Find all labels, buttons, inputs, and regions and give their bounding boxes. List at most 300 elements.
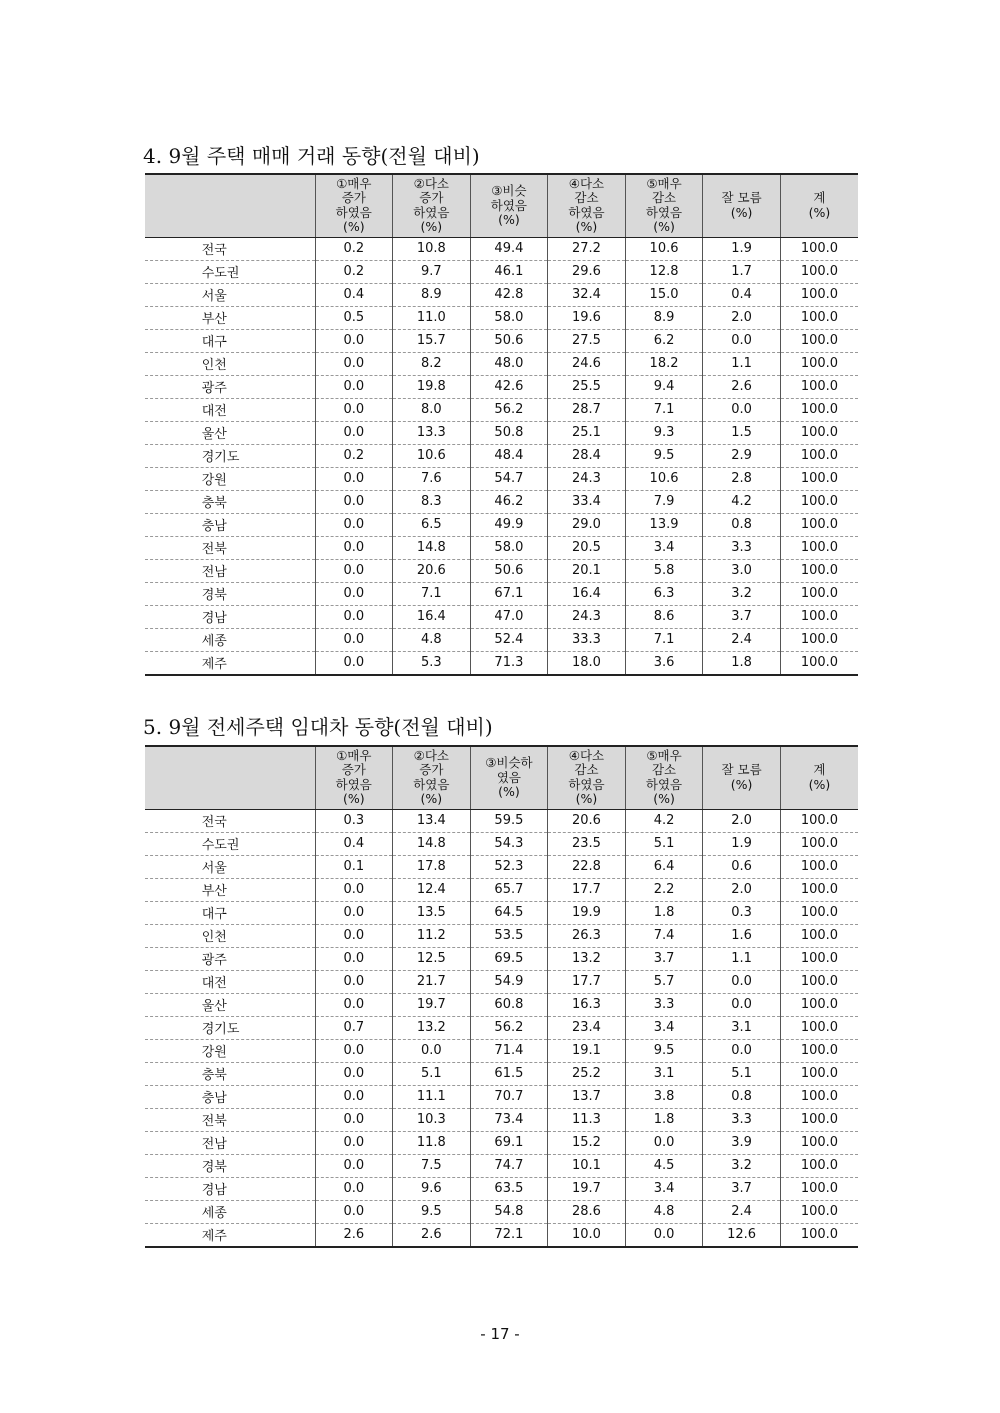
value-cell: 0.0 [315, 329, 393, 352]
region-cell [145, 467, 315, 490]
value-cell: 20.5 [548, 536, 626, 559]
region-label: 대전 [201, 976, 227, 991]
value-cell: 1.9 [703, 237, 781, 260]
region-cell [145, 1016, 315, 1039]
value-cell: 10.8 [393, 237, 471, 260]
table-row [145, 421, 858, 444]
table-row [145, 993, 858, 1016]
table-row [145, 398, 858, 421]
value-cell: 18.0 [548, 651, 626, 675]
value-cell: 72.1 [470, 1223, 548, 1247]
value-cell: 21.7 [393, 970, 471, 993]
value-cell: 20.6 [548, 809, 626, 832]
value-cell: 3.3 [703, 1108, 781, 1131]
value-cell: 100.0 [780, 832, 858, 855]
value-cell: 1.7 [703, 260, 781, 283]
header-cell [548, 746, 626, 809]
value-cell: 0.4 [315, 832, 393, 855]
value-cell: 11.1 [393, 1085, 471, 1108]
value-cell: 64.5 [470, 901, 548, 924]
value-cell: 19.8 [393, 375, 471, 398]
value-cell: 9.3 [625, 421, 703, 444]
value-cell: 0.0 [315, 352, 393, 375]
value-cell: 33.3 [548, 628, 626, 651]
value-cell: 7.1 [393, 582, 471, 605]
value-cell: 49.9 [470, 513, 548, 536]
value-cell: 10.3 [393, 1108, 471, 1131]
value-cell: 15.7 [393, 329, 471, 352]
value-cell: 0.0 [315, 421, 393, 444]
value-cell: 100.0 [780, 352, 858, 375]
value-cell: 2.6 [315, 1223, 393, 1247]
value-cell: 3.3 [703, 536, 781, 559]
region-label: 대전 [201, 404, 227, 419]
region-label: 부산 [201, 312, 227, 327]
header-cell [703, 746, 781, 809]
header-cell-blank [145, 174, 315, 237]
region-label: 전국 [201, 243, 227, 258]
table-row [145, 1085, 858, 1108]
value-cell: 14.8 [393, 536, 471, 559]
value-cell: 100.0 [780, 444, 858, 467]
value-cell: 19.9 [548, 901, 626, 924]
value-cell: 0.0 [315, 1108, 393, 1131]
value-cell: 4.2 [703, 490, 781, 513]
value-cell: 7.4 [625, 924, 703, 947]
value-cell: 53.5 [470, 924, 548, 947]
value-cell: 100.0 [780, 398, 858, 421]
value-cell: 13.3 [393, 421, 471, 444]
region-label: 세종 [201, 634, 227, 649]
value-cell: 100.0 [780, 237, 858, 260]
table-row [145, 283, 858, 306]
value-cell: 0.4 [703, 283, 781, 306]
region-cell [145, 1200, 315, 1223]
value-cell: 100.0 [780, 375, 858, 398]
value-cell: 100.0 [780, 1108, 858, 1131]
value-cell: 100.0 [780, 260, 858, 283]
value-cell: 0.0 [315, 559, 393, 582]
header-cell [548, 174, 626, 237]
value-cell: 1.8 [703, 651, 781, 675]
value-cell: 29.6 [548, 260, 626, 283]
value-cell: 42.6 [470, 375, 548, 398]
value-cell: 0.0 [315, 582, 393, 605]
header-label: 계 (%) [808, 762, 831, 792]
header-label: ⑤매우 감소 하였음 (%) [645, 747, 683, 807]
value-cell: 0.2 [315, 237, 393, 260]
value-cell: 59.5 [470, 809, 548, 832]
region-label: 대구 [201, 335, 227, 350]
value-cell: 100.0 [780, 582, 858, 605]
value-cell: 18.2 [625, 352, 703, 375]
header-label: 잘 모름 (%) [721, 762, 762, 792]
value-cell: 23.5 [548, 832, 626, 855]
region-cell [145, 1085, 315, 1108]
value-cell: 100.0 [780, 605, 858, 628]
value-cell: 69.5 [470, 947, 548, 970]
value-cell: 26.3 [548, 924, 626, 947]
region-cell [145, 651, 315, 675]
region-label: 전북 [201, 1114, 227, 1129]
value-cell: 0.0 [703, 970, 781, 993]
value-cell: 74.7 [470, 1154, 548, 1177]
region-cell [145, 605, 315, 628]
value-cell: 100.0 [780, 1154, 858, 1177]
header-cell [780, 174, 858, 237]
header-label: ①매우 증가 하였음 (%) [335, 747, 372, 807]
value-cell: 11.8 [393, 1131, 471, 1154]
value-cell: 3.7 [703, 1177, 781, 1200]
value-cell: 0.0 [315, 398, 393, 421]
value-cell: 0.8 [703, 513, 781, 536]
value-cell: 5.1 [625, 832, 703, 855]
table-row [145, 1108, 858, 1131]
table-row [145, 582, 858, 605]
value-cell: 69.1 [470, 1131, 548, 1154]
value-cell: 16.3 [548, 993, 626, 1016]
table-row [145, 1062, 858, 1085]
value-cell: 54.7 [470, 467, 548, 490]
region-cell [145, 924, 315, 947]
value-cell: 0.0 [703, 993, 781, 1016]
value-cell: 24.3 [548, 605, 626, 628]
value-cell: 0.0 [315, 490, 393, 513]
value-cell: 2.0 [703, 878, 781, 901]
value-cell: 13.4 [393, 809, 471, 832]
value-cell: 100.0 [780, 1039, 858, 1062]
value-cell: 28.6 [548, 1200, 626, 1223]
value-cell: 0.0 [315, 901, 393, 924]
value-cell: 71.3 [470, 651, 548, 675]
value-cell: 100.0 [780, 306, 858, 329]
value-cell: 11.2 [393, 924, 471, 947]
table-row [145, 628, 858, 651]
value-cell: 2.8 [703, 467, 781, 490]
value-cell: 100.0 [780, 283, 858, 306]
value-cell: 0.2 [315, 260, 393, 283]
region-cell [145, 832, 315, 855]
region-label: 울산 [201, 999, 227, 1014]
region-cell [145, 421, 315, 444]
value-cell: 7.1 [625, 398, 703, 421]
value-cell: 1.9 [703, 832, 781, 855]
value-cell: 0.0 [393, 1039, 471, 1062]
value-cell: 2.6 [393, 1223, 471, 1247]
value-cell: 13.2 [393, 1016, 471, 1039]
region-cell [145, 1039, 315, 1062]
value-cell: 100.0 [780, 467, 858, 490]
value-cell: 56.2 [470, 398, 548, 421]
header-label: ④다소 감소 하였음 (%) [568, 747, 605, 807]
region-cell [145, 993, 315, 1016]
value-cell: 100.0 [780, 901, 858, 924]
region-cell [145, 1108, 315, 1131]
table-row [145, 352, 858, 375]
value-cell: 100.0 [780, 809, 858, 832]
region-label: 서울 [201, 861, 227, 876]
value-cell: 2.9 [703, 444, 781, 467]
region-cell [145, 444, 315, 467]
value-cell: 100.0 [780, 421, 858, 444]
region-label: 충북 [201, 1068, 227, 1083]
value-cell: 5.1 [703, 1062, 781, 1085]
value-cell: 100.0 [780, 970, 858, 993]
value-cell: 0.0 [315, 970, 393, 993]
value-cell: 52.3 [470, 855, 548, 878]
header-cell [470, 174, 548, 237]
header-cell-blank [145, 746, 315, 809]
value-cell: 0.1 [315, 855, 393, 878]
value-cell: 46.2 [470, 490, 548, 513]
value-cell: 100.0 [780, 993, 858, 1016]
value-cell: 2.0 [703, 306, 781, 329]
table-row [145, 467, 858, 490]
value-cell: 50.8 [470, 421, 548, 444]
value-cell: 3.0 [703, 559, 781, 582]
value-cell: 5.8 [625, 559, 703, 582]
table-row [145, 605, 858, 628]
value-cell: 1.8 [625, 901, 703, 924]
value-cell: 5.3 [393, 651, 471, 675]
region-label: 부산 [201, 884, 227, 899]
region-cell [145, 901, 315, 924]
table-row [145, 878, 858, 901]
value-cell: 14.8 [393, 832, 471, 855]
region-label: 인천 [201, 358, 227, 373]
header-cell [625, 174, 703, 237]
value-cell: 2.6 [703, 375, 781, 398]
value-cell: 0.5 [315, 306, 393, 329]
value-cell: 0.7 [315, 1016, 393, 1039]
value-cell: 7.5 [393, 1154, 471, 1177]
value-cell: 100.0 [780, 513, 858, 536]
region-label: 전국 [201, 815, 227, 830]
value-cell: 8.3 [393, 490, 471, 513]
value-cell: 0.0 [315, 1177, 393, 1200]
value-cell: 3.4 [625, 1177, 703, 1200]
value-cell: 22.8 [548, 855, 626, 878]
value-cell: 9.6 [393, 1177, 471, 1200]
value-cell: 54.8 [470, 1200, 548, 1223]
region-cell [145, 260, 315, 283]
value-cell: 29.0 [548, 513, 626, 536]
value-cell: 42.8 [470, 283, 548, 306]
value-cell: 8.2 [393, 352, 471, 375]
header-label: ⑤매우 감소 하였음 (%) [645, 175, 683, 235]
header-label: ①매우 증가 하였음 (%) [335, 175, 372, 235]
value-cell: 6.2 [625, 329, 703, 352]
region-label: 충북 [201, 496, 227, 511]
region-label: 경기도 [201, 450, 240, 465]
value-cell: 1.8 [625, 1108, 703, 1131]
value-cell: 0.0 [315, 1131, 393, 1154]
value-cell: 0.0 [315, 878, 393, 901]
value-cell: 0.3 [315, 809, 393, 832]
region-label: 수도권 [201, 266, 240, 281]
value-cell: 56.2 [470, 1016, 548, 1039]
value-cell: 52.4 [470, 628, 548, 651]
value-cell: 3.9 [703, 1131, 781, 1154]
value-cell: 13.2 [548, 947, 626, 970]
value-cell: 10.1 [548, 1154, 626, 1177]
value-cell: 2.2 [625, 878, 703, 901]
value-cell: 5.7 [625, 970, 703, 993]
value-cell: 10.6 [625, 467, 703, 490]
value-cell: 25.1 [548, 421, 626, 444]
table-header-row [145, 174, 858, 237]
header-label: ②다소 증가 하였음 (%) [413, 175, 450, 235]
value-cell: 25.2 [548, 1062, 626, 1085]
header-cell [703, 174, 781, 237]
value-cell: 28.7 [548, 398, 626, 421]
region-cell [145, 582, 315, 605]
value-cell: 9.5 [625, 1039, 703, 1062]
value-cell: 100.0 [780, 1131, 858, 1154]
header-cell [470, 746, 548, 809]
value-cell: 3.8 [625, 1085, 703, 1108]
region-label: 대구 [201, 907, 227, 922]
value-cell: 100.0 [780, 536, 858, 559]
value-cell: 3.2 [703, 582, 781, 605]
value-cell: 63.5 [470, 1177, 548, 1200]
value-cell: 73.4 [470, 1108, 548, 1131]
value-cell: 3.1 [703, 1016, 781, 1039]
value-cell: 0.0 [315, 947, 393, 970]
value-cell: 48.0 [470, 352, 548, 375]
value-cell: 8.0 [393, 398, 471, 421]
value-cell: 3.1 [625, 1062, 703, 1085]
value-cell: 12.8 [625, 260, 703, 283]
value-cell: 19.7 [393, 993, 471, 1016]
value-cell: 0.0 [315, 1062, 393, 1085]
region-label: 충남 [201, 519, 227, 534]
region-label: 경북 [201, 1160, 227, 1175]
value-cell: 0.8 [703, 1085, 781, 1108]
value-cell: 100.0 [780, 1200, 858, 1223]
value-cell: 3.7 [703, 605, 781, 628]
region-label: 인천 [201, 930, 227, 945]
value-cell: 4.8 [625, 1200, 703, 1223]
header-label: ④다소 감소 하였음 (%) [568, 175, 605, 235]
table-row [145, 1016, 858, 1039]
region-cell [145, 329, 315, 352]
page-number: - 17 - [480, 1325, 520, 1343]
region-label: 수도권 [201, 838, 240, 853]
table-row [145, 329, 858, 352]
region-cell [145, 398, 315, 421]
table-row [145, 1200, 858, 1223]
value-cell: 70.7 [470, 1085, 548, 1108]
region-cell [145, 352, 315, 375]
value-cell: 100.0 [780, 329, 858, 352]
value-cell: 6.3 [625, 582, 703, 605]
table-row [145, 536, 858, 559]
value-cell: 65.7 [470, 878, 548, 901]
region-label: 충남 [201, 1091, 227, 1106]
value-cell: 0.3 [703, 901, 781, 924]
value-cell: 3.4 [625, 1016, 703, 1039]
header-cell [780, 746, 858, 809]
table-row [145, 1223, 858, 1247]
region-cell [145, 628, 315, 651]
value-cell: 17.7 [548, 878, 626, 901]
value-cell: 0.0 [315, 375, 393, 398]
section-title-sales: 4. 9월 주택 매매 거래 동향(전월 대비) [143, 144, 480, 168]
header-cell [393, 746, 471, 809]
table-row [145, 513, 858, 536]
value-cell: 100.0 [780, 1085, 858, 1108]
value-cell: 16.4 [548, 582, 626, 605]
value-cell: 0.6 [703, 855, 781, 878]
region-label: 경기도 [201, 1022, 240, 1037]
value-cell: 0.0 [315, 513, 393, 536]
region-cell [145, 855, 315, 878]
value-cell: 0.0 [315, 605, 393, 628]
region-cell [145, 1177, 315, 1200]
value-cell: 9.7 [393, 260, 471, 283]
value-cell: 28.4 [548, 444, 626, 467]
region-cell [145, 1223, 315, 1247]
value-cell: 3.4 [625, 536, 703, 559]
region-cell [145, 809, 315, 832]
value-cell: 3.2 [703, 1154, 781, 1177]
value-cell: 4.5 [625, 1154, 703, 1177]
value-cell: 47.0 [470, 605, 548, 628]
header-label: 잘 모름 (%) [721, 190, 762, 220]
region-label: 경남 [201, 1183, 227, 1198]
value-cell: 100.0 [780, 1062, 858, 1085]
value-cell: 0.0 [315, 1039, 393, 1062]
value-cell: 12.4 [393, 878, 471, 901]
value-cell: 58.0 [470, 306, 548, 329]
value-cell: 0.0 [703, 1039, 781, 1062]
table-row [145, 260, 858, 283]
table-row [145, 651, 858, 675]
value-cell: 3.7 [625, 947, 703, 970]
value-cell: 0.0 [315, 651, 393, 675]
table-row [145, 559, 858, 582]
region-cell [145, 306, 315, 329]
value-cell: 17.7 [548, 970, 626, 993]
value-cell: 7.1 [625, 628, 703, 651]
value-cell: 100.0 [780, 628, 858, 651]
value-cell: 10.0 [548, 1223, 626, 1247]
region-cell [145, 1131, 315, 1154]
value-cell: 4.2 [625, 809, 703, 832]
region-label: 광주 [201, 381, 227, 396]
region-cell [145, 375, 315, 398]
value-cell: 15.0 [625, 283, 703, 306]
value-cell: 5.1 [393, 1062, 471, 1085]
table-row [145, 375, 858, 398]
value-cell: 11.3 [548, 1108, 626, 1131]
table-row [145, 832, 858, 855]
region-label: 제주 [201, 1229, 227, 1244]
header-cell [315, 746, 393, 809]
region-label: 경북 [201, 588, 227, 603]
table-row [145, 1039, 858, 1062]
value-cell: 100.0 [780, 1177, 858, 1200]
region-cell [145, 559, 315, 582]
value-cell: 48.4 [470, 444, 548, 467]
table-row [145, 1154, 858, 1177]
value-cell: 100.0 [780, 1016, 858, 1039]
table-header-row [145, 746, 858, 809]
value-cell: 1.1 [703, 352, 781, 375]
table-row [145, 947, 858, 970]
table-row [145, 237, 858, 260]
